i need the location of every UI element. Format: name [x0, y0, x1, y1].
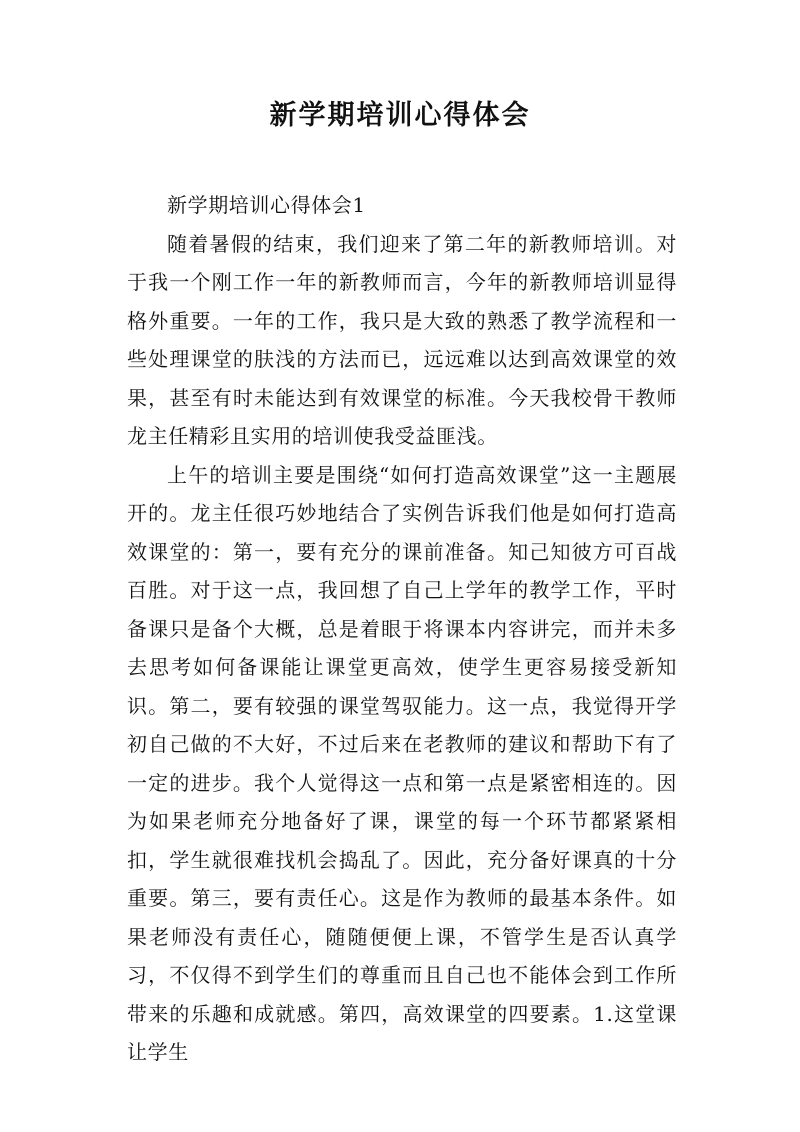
section-heading: 新学期培训心得体会1	[167, 193, 366, 217]
document-title: 新学期培训心得体会	[269, 100, 531, 131]
paragraph-1: 随着暑假的结束，我们迎来了第二年的新教师培训。对于我一个刚工作一年的新教师而言，今年的新教师培训显得格外重要。一年的工作，我只是大致的熟悉了教学流程和一些处理课堂的肤浅的方法而已，远远难以达到高效课堂的效果，甚至有时未能达到有效课堂的标准。今天我校骨干教师龙主任精彩且实用的培训使我受益匪浅。	[127, 231, 677, 448]
document-body	[127, 186, 677, 1072]
paragraph-2: 上午的培训主要是围绕“如何打造高效课堂”这一主题展开的。龙主任很巧妙地结合了实例告诉我们他是如何打造高效课堂的：第一，要有充分的课前准备。知己知彼方可百战百胜。对于这一点，我回想了自己上学年的教学工作，平时备课只是备个大概，总是着眼于将课本内容讲完，而并未多去思考如何备课能让课堂更高效，使学生更容易接受新知识。第二，要有较强的课堂驾驭能力。这一点，我觉得开学初自己做的不大好，不过后来在老教师的建议和帮助下有了一定的进步。我个人觉得这一点和第一点是紧密相连的。因为如果老师充分地备好了课，课堂的每一个环节都紧紧相扣，学生就很难找机会捣乱了。因此，充分备好课真的十分重要。第三，要有责任心。这是作为教师的最基本条件。如果老师没有责任心，随随便便上课，不管学生是否认真学习，不仅得不到学生们的尊重而且自己也不能体会到工作所带来的乐趣和成就感。第四，高效课堂的四要素。1.这堂课让学生	[127, 462, 677, 1064]
